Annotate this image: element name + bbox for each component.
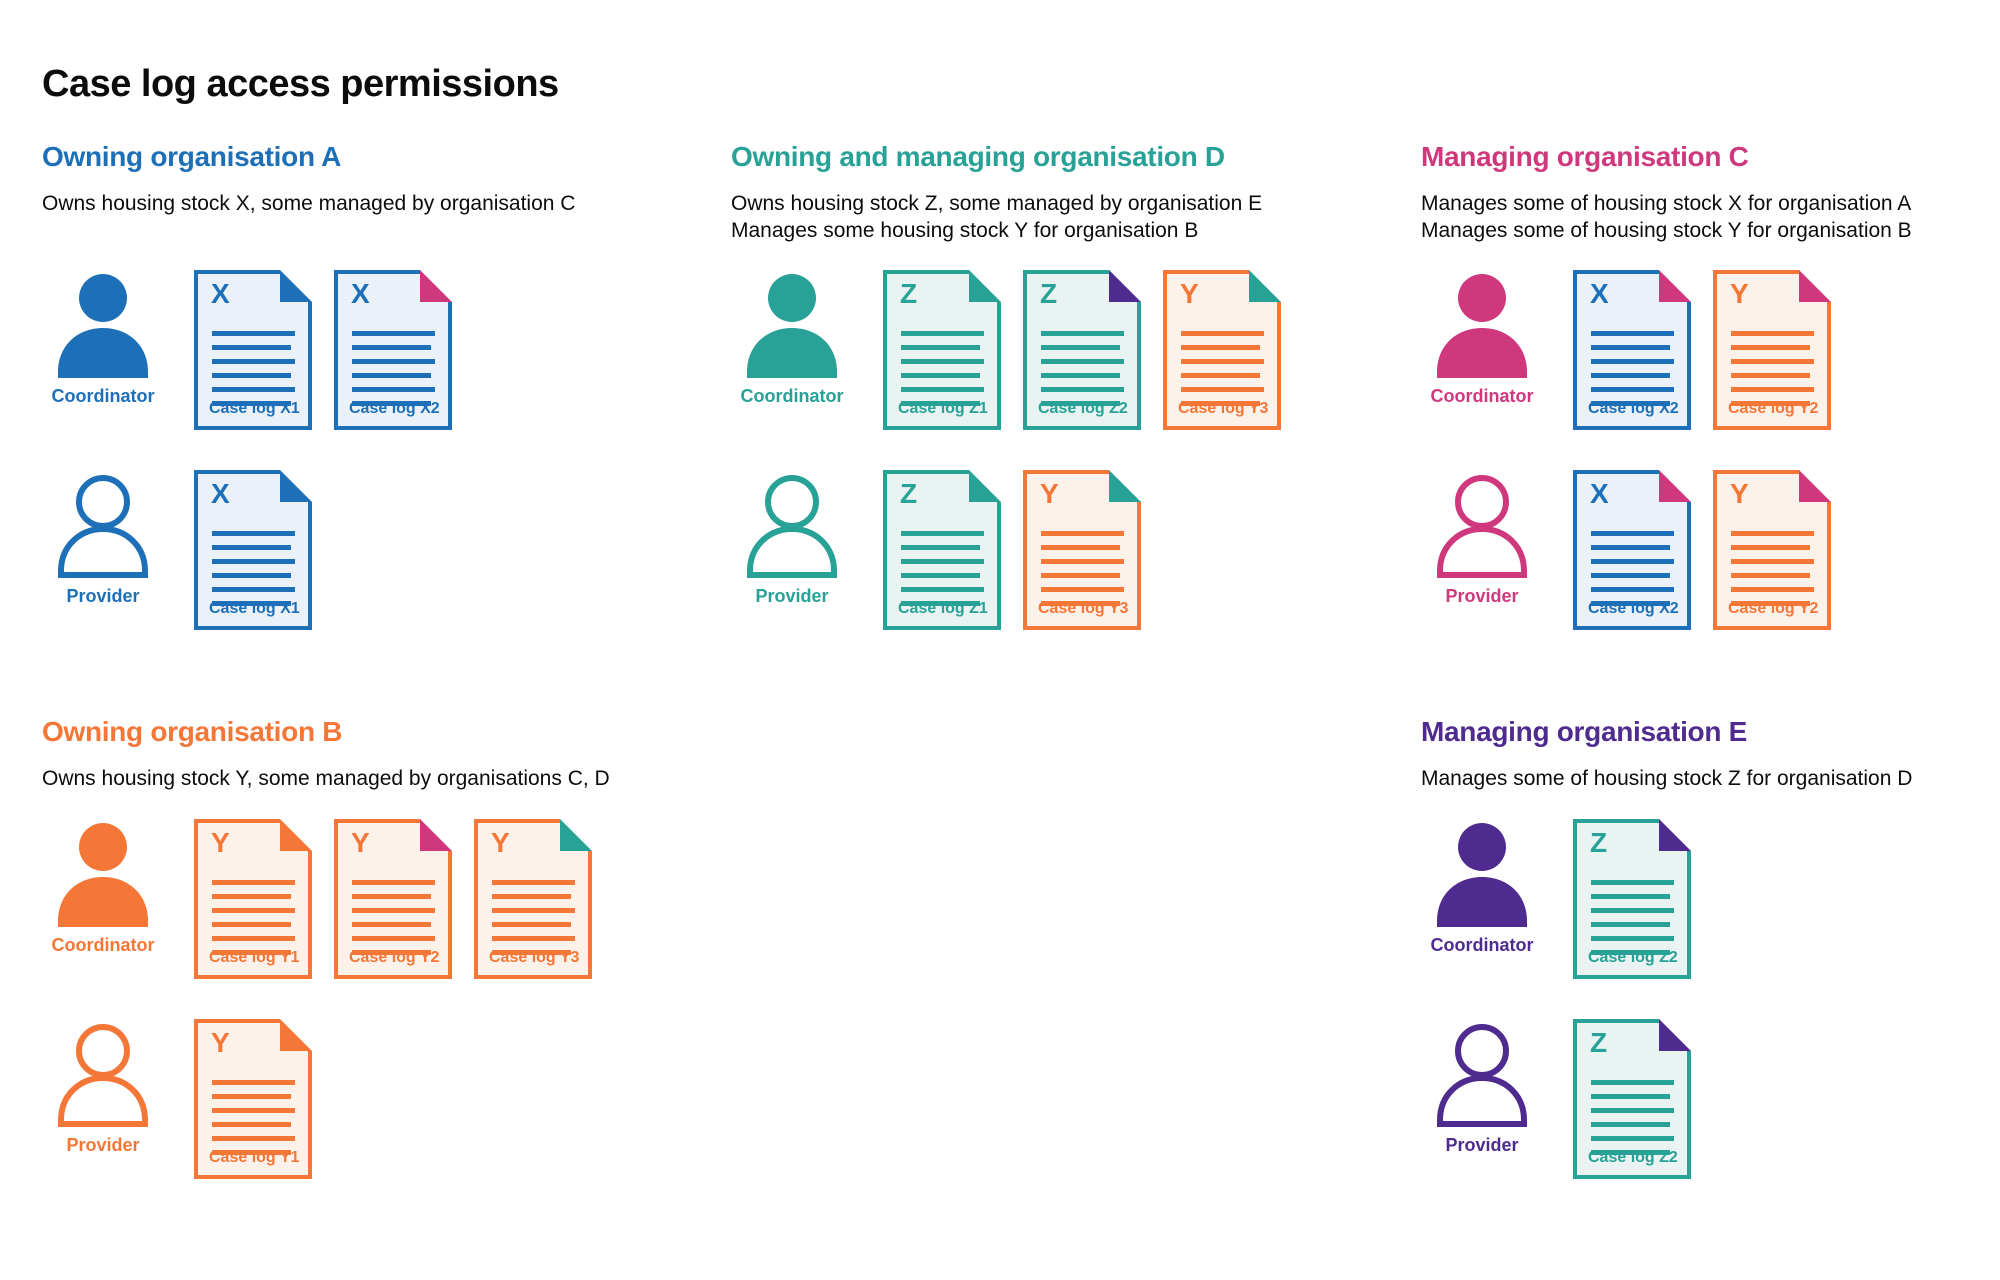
permission-row-provider <box>42 1019 702 1179</box>
stock-letter: Y <box>1180 278 1199 309</box>
page-title: Case log access permissions <box>42 63 559 106</box>
document-line <box>212 331 295 336</box>
document-line <box>352 894 431 899</box>
folded-corner-icon <box>1799 270 1831 302</box>
case-log-documents <box>1573 470 1831 630</box>
person <box>42 470 164 607</box>
case-log-document-case-log-y1 <box>194 1019 312 1179</box>
stock-letter: Y <box>1730 478 1749 509</box>
section-heading: Owning organisation B <box>42 716 343 747</box>
document-text-lines <box>1591 1080 1674 1155</box>
case-log-label: Case log X1 <box>209 600 300 617</box>
document-text-lines <box>1731 531 1814 606</box>
document-line <box>1181 331 1264 336</box>
document-line <box>1041 331 1124 336</box>
case-log-label: Case log Y3 <box>489 949 580 966</box>
document-line <box>212 894 291 899</box>
folded-corner-icon <box>1109 470 1141 502</box>
document-line <box>1591 387 1674 392</box>
case-log-label: Case log Z2 <box>1038 400 1128 417</box>
document-line <box>1181 387 1264 392</box>
document-text-lines <box>1591 880 1674 955</box>
stock-letter: Z <box>1040 278 1058 309</box>
document-line <box>492 936 575 941</box>
document-line <box>492 894 571 899</box>
role-label: Provider <box>1445 586 1519 606</box>
document-line <box>1731 359 1814 364</box>
section-owning-and-managing-organisation-d <box>731 140 1391 670</box>
document-line <box>1041 545 1120 550</box>
document-line <box>1591 880 1674 885</box>
section-heading: Managing organisation E <box>1421 716 1748 747</box>
person <box>1421 270 1543 407</box>
section-description-line: Owns housing stock Z, some managed by organisation E <box>731 192 1263 215</box>
folded-corner-icon <box>1659 1019 1691 1051</box>
document-line <box>1591 545 1670 550</box>
document-text-lines <box>212 331 295 406</box>
document-text-lines <box>1591 331 1674 406</box>
case-log-label: Case log Y2 <box>1728 600 1819 617</box>
stock-letter: Y <box>491 827 510 858</box>
stock-letter: Y <box>211 1027 230 1058</box>
person-outline-icon <box>742 472 842 578</box>
document-text-lines <box>212 1080 295 1155</box>
document-line <box>212 936 295 941</box>
document-text-lines <box>901 531 984 606</box>
document-line <box>1041 531 1124 536</box>
case-log-document-case-log-z2 <box>1023 270 1141 430</box>
permission-row-provider <box>1421 470 1991 630</box>
case-log-label: Case log X2 <box>1588 600 1679 617</box>
document-line <box>492 922 571 927</box>
document-text-lines <box>1041 331 1124 406</box>
case-log-documents <box>194 1019 312 1179</box>
document-line <box>352 880 435 885</box>
section-description <box>42 190 702 270</box>
stock-letter: Y <box>211 827 230 858</box>
case-log-document-case-log-x2 <box>334 270 452 430</box>
folded-corner-icon <box>1659 819 1691 851</box>
section-description-line: Manages some housing stock Y for organisation B <box>731 219 1199 242</box>
document-text-lines <box>352 880 435 955</box>
document-line <box>212 587 295 592</box>
document-line <box>1731 345 1810 350</box>
document-line <box>212 922 291 927</box>
document-line <box>1591 1136 1674 1141</box>
permission-row-coordinator <box>1421 819 1991 979</box>
stock-letter: X <box>211 278 230 309</box>
document-line <box>1591 1122 1670 1127</box>
document-line <box>1731 387 1814 392</box>
document-line <box>212 545 291 550</box>
person <box>731 270 853 407</box>
document-line <box>1591 1108 1674 1113</box>
document-line <box>1041 359 1124 364</box>
document-line <box>901 531 984 536</box>
section-rows <box>42 819 702 1179</box>
folded-corner-icon <box>969 270 1001 302</box>
document-text-lines <box>212 880 295 955</box>
permission-row-provider <box>1421 1019 1991 1179</box>
role-label: Coordinator <box>1430 386 1534 406</box>
role-label: Coordinator <box>51 386 155 406</box>
case-log-documents <box>1573 1019 1691 1179</box>
section-managing-organisation-e <box>1421 715 1991 1219</box>
case-log-document-case-log-x1 <box>194 470 312 630</box>
folded-corner-icon <box>1659 270 1691 302</box>
document-line <box>212 880 295 885</box>
document-line <box>1041 373 1120 378</box>
case-log-document-case-log-y1 <box>194 819 312 979</box>
section-description-line: Owns housing stock Y, some managed by organisations C, D <box>42 767 610 790</box>
section-description-line: Owns housing stock X, some managed by organisation C <box>42 192 576 215</box>
document-line <box>1591 573 1670 578</box>
document-line <box>352 331 435 336</box>
section-description-line: Manages some of housing stock Y for organisation B <box>1421 219 1912 242</box>
folded-corner-icon <box>969 470 1001 502</box>
document-line <box>1731 373 1810 378</box>
stock-letter: X <box>351 278 370 309</box>
document-line <box>212 559 295 564</box>
document-line <box>212 373 291 378</box>
person-outline-icon <box>1432 1021 1532 1127</box>
case-log-label: Case log Y2 <box>1728 400 1819 417</box>
section-heading: Owning and managing organisation D <box>731 141 1225 172</box>
case-log-document-case-log-x2 <box>1573 270 1691 430</box>
document-line <box>352 373 431 378</box>
document-line <box>352 359 435 364</box>
document-line <box>352 387 435 392</box>
stock-letter: Z <box>900 278 918 309</box>
person <box>1421 819 1543 956</box>
section-rows <box>42 270 702 630</box>
document-line <box>212 359 295 364</box>
document-text-lines <box>901 331 984 406</box>
document-line <box>1591 1094 1670 1099</box>
document-line <box>901 359 984 364</box>
case-log-document-case-log-z1 <box>883 470 1001 630</box>
document-line <box>1041 387 1124 392</box>
role-label: Coordinator <box>740 386 844 406</box>
document-line <box>901 345 980 350</box>
document-text-lines <box>1181 331 1264 406</box>
case-log-document-case-log-y3 <box>474 819 592 979</box>
person-filled-icon <box>1432 272 1532 378</box>
case-log-label: Case log Y1 <box>209 949 300 966</box>
section-description <box>731 190 1391 270</box>
person-outline-icon <box>53 1021 153 1127</box>
person <box>731 470 853 607</box>
document-line <box>212 531 295 536</box>
person <box>1421 470 1543 607</box>
document-line <box>212 387 295 392</box>
folded-corner-icon <box>280 270 312 302</box>
case-log-document-case-log-x1 <box>194 270 312 430</box>
case-log-label: Case log Y3 <box>1038 600 1129 617</box>
folded-corner-icon <box>560 819 592 851</box>
document-text-lines <box>212 531 295 606</box>
section-description <box>1421 190 1991 270</box>
case-log-label: Case log Z1 <box>898 600 988 617</box>
case-log-label: Case log Y2 <box>349 949 440 966</box>
person <box>1421 1019 1543 1156</box>
document-line <box>352 922 431 927</box>
case-log-label: Case log Y1 <box>209 1149 300 1166</box>
case-log-document-case-log-y3 <box>1023 470 1141 630</box>
document-line <box>1041 573 1120 578</box>
document-line <box>1591 331 1674 336</box>
document-line <box>901 587 984 592</box>
section-heading: Managing organisation C <box>1421 141 1749 172</box>
document-text-lines <box>1731 331 1814 406</box>
document-line <box>1731 531 1814 536</box>
document-line <box>352 936 435 941</box>
document-line <box>1591 936 1674 941</box>
section-description-line: Manages some of housing stock Z for organisation D <box>1421 767 1913 790</box>
document-text-lines <box>1591 531 1674 606</box>
document-line <box>212 1080 295 1085</box>
stock-letter: X <box>1590 278 1609 309</box>
case-log-documents <box>1573 819 1691 979</box>
role-label: Provider <box>1445 1135 1519 1155</box>
case-log-documents <box>194 819 592 979</box>
stock-letter: Y <box>351 827 370 858</box>
document-line <box>212 345 291 350</box>
section-description <box>42 765 702 819</box>
document-line <box>492 908 575 913</box>
folded-corner-icon <box>420 270 452 302</box>
document-line <box>1591 908 1674 913</box>
permission-row-provider <box>731 470 1391 630</box>
section-rows <box>1421 819 1991 1179</box>
document-line <box>1731 559 1814 564</box>
case-log-documents <box>883 270 1281 430</box>
document-line <box>1591 359 1674 364</box>
section-owning-organisation-a <box>42 140 702 670</box>
case-log-documents <box>883 470 1141 630</box>
case-log-document-case-log-y2 <box>1713 470 1831 630</box>
document-line <box>352 908 435 913</box>
case-log-label: Case log X2 <box>349 400 440 417</box>
section-description-line: Manages some of housing stock X for organisation A <box>1421 192 1912 215</box>
folded-corner-icon <box>280 819 312 851</box>
document-line <box>901 573 980 578</box>
document-line <box>1591 894 1670 899</box>
permission-row-coordinator <box>1421 270 1991 430</box>
person-filled-icon <box>53 272 153 378</box>
section-rows <box>1421 270 1991 630</box>
permission-row-coordinator <box>42 270 702 430</box>
document-line <box>1181 373 1260 378</box>
case-log-document-case-log-z2 <box>1573 1019 1691 1179</box>
document-line <box>1731 573 1810 578</box>
stock-letter: Z <box>900 478 918 509</box>
person-outline-icon <box>53 472 153 578</box>
case-log-document-case-log-y2 <box>1713 270 1831 430</box>
case-log-label: Case log X2 <box>1588 400 1679 417</box>
role-label: Provider <box>755 586 829 606</box>
person <box>42 270 164 407</box>
document-line <box>1591 1080 1674 1085</box>
person-filled-icon <box>1432 821 1532 927</box>
case-log-document-case-log-z2 <box>1573 819 1691 979</box>
permission-row-coordinator <box>731 270 1391 430</box>
document-line <box>352 345 431 350</box>
document-line <box>1591 559 1674 564</box>
document-line <box>1591 373 1670 378</box>
folded-corner-icon <box>1109 270 1141 302</box>
person <box>42 819 164 956</box>
permission-row-provider <box>42 470 702 630</box>
stock-letter: X <box>1590 478 1609 509</box>
document-line <box>1591 922 1670 927</box>
document-line <box>901 331 984 336</box>
section-managing-organisation-c <box>1421 140 1991 670</box>
role-label: Coordinator <box>1430 935 1534 955</box>
folded-corner-icon <box>1659 470 1691 502</box>
folded-corner-icon <box>1799 470 1831 502</box>
document-line <box>1181 345 1260 350</box>
case-log-label: Case log Z1 <box>898 400 988 417</box>
document-line <box>1591 531 1674 536</box>
document-line <box>212 1136 295 1141</box>
case-log-document-case-log-y3 <box>1163 270 1281 430</box>
document-line <box>901 387 984 392</box>
case-log-label: Case log X1 <box>209 400 300 417</box>
document-line <box>1731 587 1814 592</box>
document-line <box>1041 587 1124 592</box>
case-log-label: Case log Z2 <box>1588 1149 1678 1166</box>
document-line <box>1731 545 1810 550</box>
case-log-label: Case log Z2 <box>1588 949 1678 966</box>
document-line <box>1591 345 1670 350</box>
document-line <box>492 880 575 885</box>
case-log-document-case-log-y2 <box>334 819 452 979</box>
section-owning-organisation-b <box>42 715 702 1219</box>
folded-corner-icon <box>420 819 452 851</box>
folded-corner-icon <box>1249 270 1281 302</box>
case-log-document-case-log-x2 <box>1573 470 1691 630</box>
stock-letter: Z <box>1590 1027 1608 1058</box>
document-line <box>212 573 291 578</box>
stock-letter: Y <box>1040 478 1059 509</box>
person-filled-icon <box>742 272 842 378</box>
document-line <box>1181 359 1264 364</box>
folded-corner-icon <box>280 1019 312 1051</box>
role-label: Provider <box>66 1135 140 1155</box>
document-text-lines <box>492 880 575 955</box>
folded-corner-icon <box>280 470 312 502</box>
stock-letter: Z <box>1590 827 1608 858</box>
document-line <box>901 559 984 564</box>
case-log-documents <box>1573 270 1831 430</box>
document-text-lines <box>1041 531 1124 606</box>
document-line <box>901 373 980 378</box>
document-line <box>212 1122 291 1127</box>
document-line <box>1731 331 1814 336</box>
person-outline-icon <box>1432 472 1532 578</box>
section-description <box>1421 765 1991 819</box>
document-line <box>1041 559 1124 564</box>
document-line <box>212 1094 291 1099</box>
section-heading: Owning organisation A <box>42 141 342 172</box>
person <box>42 1019 164 1156</box>
person-filled-icon <box>53 821 153 927</box>
permission-row-coordinator <box>42 819 702 979</box>
document-line <box>212 908 295 913</box>
case-log-documents <box>194 470 312 630</box>
case-log-document-case-log-z1 <box>883 270 1001 430</box>
document-line <box>1041 345 1120 350</box>
section-rows <box>731 270 1391 630</box>
document-line <box>901 545 980 550</box>
case-log-label: Case log Y3 <box>1178 400 1269 417</box>
stock-letter: Y <box>1730 278 1749 309</box>
role-label: Coordinator <box>51 935 155 955</box>
document-line <box>1591 587 1674 592</box>
document-line <box>212 1108 295 1113</box>
document-text-lines <box>352 331 435 406</box>
case-log-documents <box>194 270 452 430</box>
stock-letter: X <box>211 478 230 509</box>
role-label: Provider <box>66 586 140 606</box>
